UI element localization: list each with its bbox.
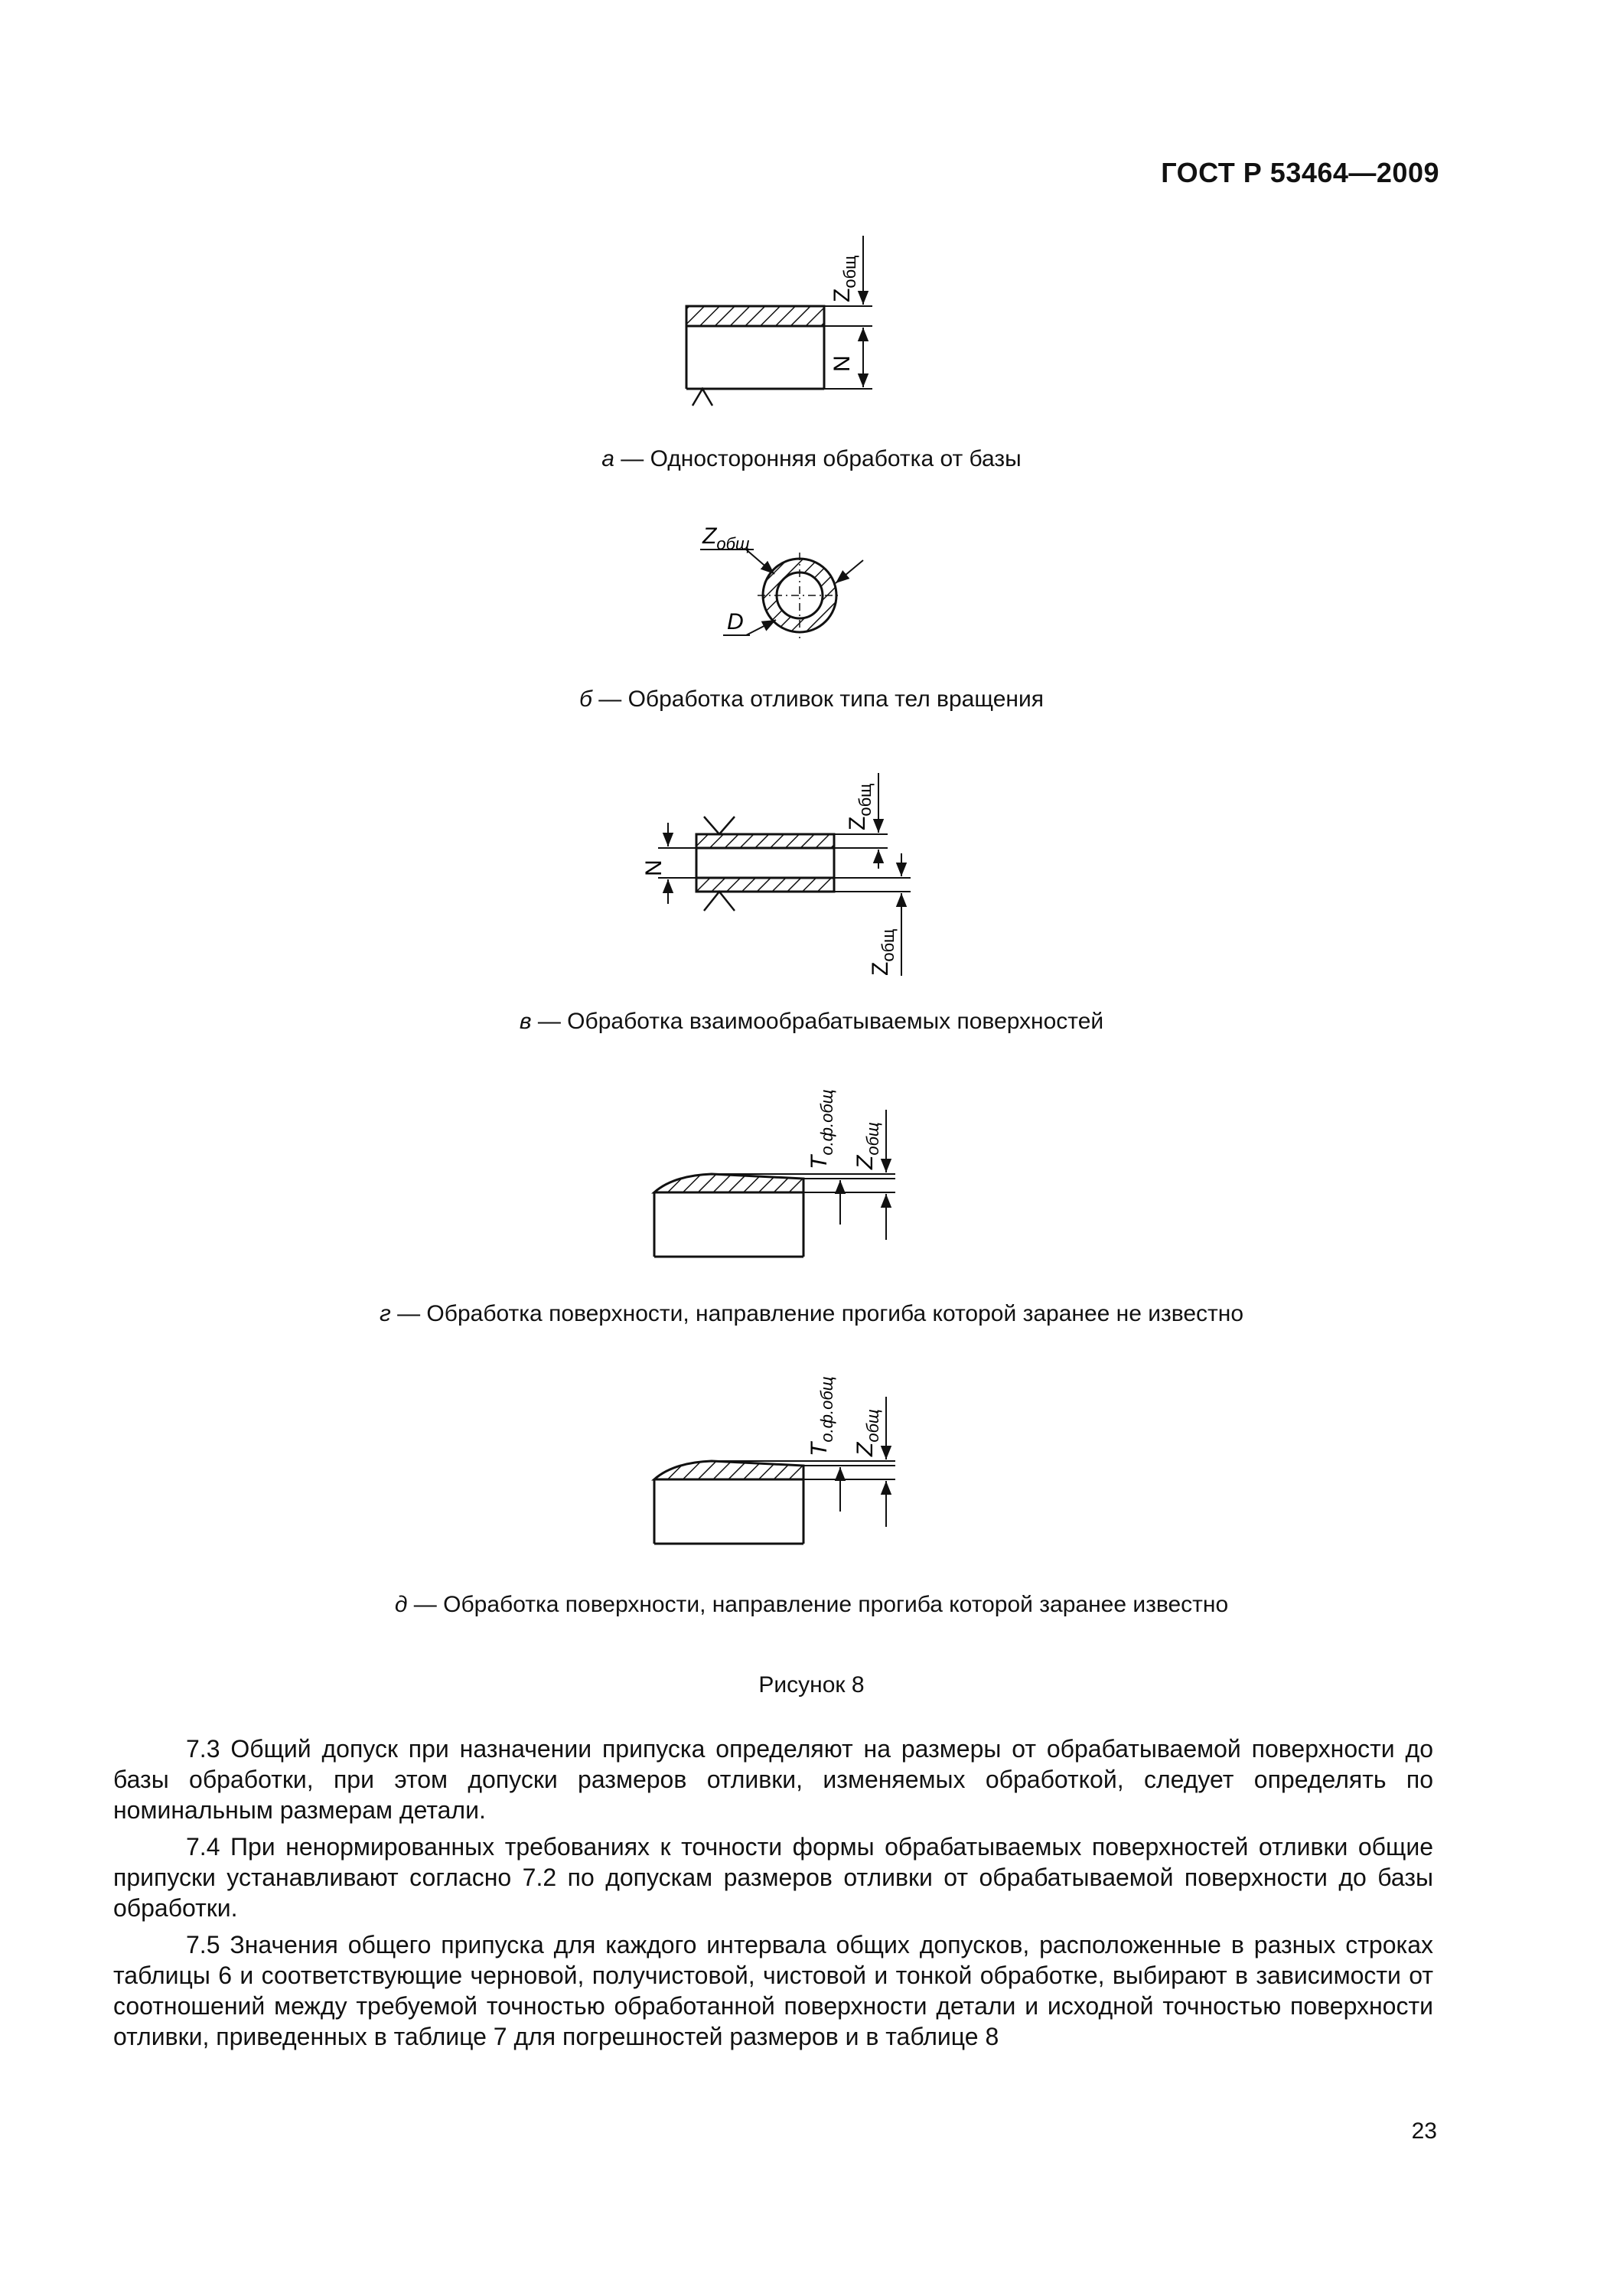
z-label-upper: $Z_{общ}$ <box>845 783 875 830</box>
caption-d: д — Обработка поверхности, направление прогиба которой заранее известно <box>394 1592 1229 1617</box>
caption-b: б — Обработка отливок типа тел вращения <box>579 687 1044 712</box>
base-symbol <box>693 389 712 406</box>
body-text <box>113 1733 1433 2058</box>
figure-panel-d <box>0 1358 1623 1565</box>
paragraph-7-3: 7.3 Общий допуск при назначении припуска определяют на размеры от обрабатываемой поверхности до базы обработки, при этом допуски размеров отливки, изменяемых обработкой, следует определять по номинальным размерам детали. <box>113 1735 1433 1824</box>
n-label: N <box>829 355 855 372</box>
caption-v: в — Обработка взаимообрабатываемых поверхностей <box>519 1009 1104 1034</box>
z-label: $Z_{общ}$ <box>702 523 750 553</box>
z-label: $Z_{общ}$ <box>852 1409 882 1456</box>
paragraph-7-5: 7.5 Значения общего припуска для каждого интервала общих допусков, расположенные в разных строках таблицы 6 и соответствующие черновой, получистовой, чистовой и тонкой обработке, выбирают в зависимости от соотношений между требуемой точностью обработанной поверхности детали и исходной точностью поверхности отливки, приведенных в таблице 7 для погрешностей размеров и в таблице 8 <box>113 1931 1433 2050</box>
warped-allowance <box>654 1174 803 1192</box>
caption-g: г — Обработка поверхности, направление прогиба которой заранее не известно <box>379 1301 1244 1326</box>
page-number: 23 <box>1411 2118 1437 2144</box>
paragraph-7-4: 7.4 При ненормированных требованиях к точности формы обрабатываемых поверхностей отливки общие припуски устанавливают согласно 7.2 по допускам размеров отливки от обрабатываемой поверхности до базы обработки. <box>113 1833 1433 1922</box>
d-label: D <box>727 609 744 634</box>
figure-panel-v <box>0 754 1623 991</box>
caption-a: а — Односторонняя обработка от базы <box>601 446 1022 471</box>
document-header: ГОСТ Р 53464—2009 <box>1161 157 1439 188</box>
n-label: N <box>641 859 666 876</box>
figure-title: Рисунок 8 <box>758 1672 865 1698</box>
warped-allowance <box>654 1461 803 1479</box>
z-label-lower: $Z_{общ}$ <box>868 928 898 976</box>
z-label: $Z_{общ}$ <box>829 255 859 302</box>
t-label: $T_{о.ф.общ}$ <box>807 1376 836 1456</box>
allowance-layer <box>686 306 824 326</box>
t-label: $T_{о.ф.общ}$ <box>807 1089 836 1169</box>
figure-panel-a <box>0 222 1623 429</box>
z-label: $Z_{общ}$ <box>852 1122 882 1169</box>
figure-panel-b <box>0 513 1623 666</box>
figure-panel-g <box>0 1071 1623 1278</box>
